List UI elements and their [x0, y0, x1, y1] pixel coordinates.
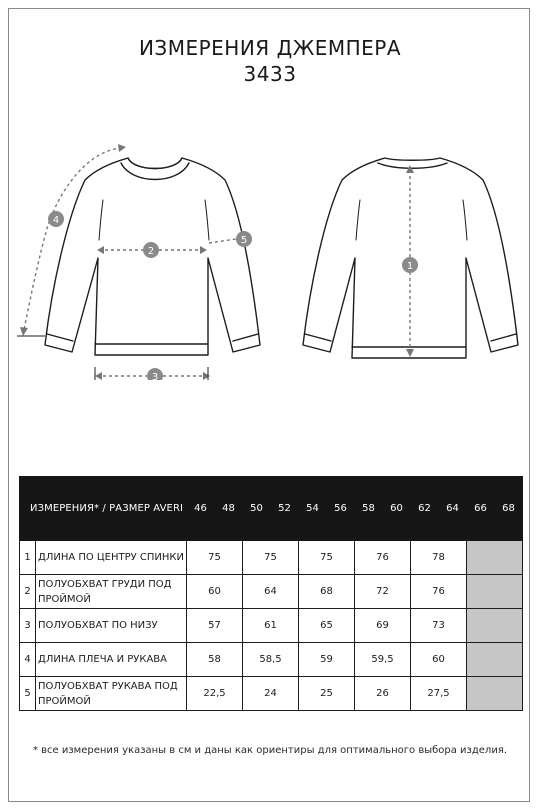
row-value: 58: [187, 643, 243, 677]
row-value: 26: [355, 677, 411, 711]
size-header: 62: [411, 477, 439, 541]
row-value: 73: [411, 609, 467, 643]
unavailable-cell: [467, 575, 523, 609]
marker-5-label: 5: [240, 235, 248, 246]
row-measure-name: ПОЛУОБХВАТ ПО НИЗУ: [36, 609, 187, 643]
row-value: 60: [411, 643, 467, 677]
table-row: [20, 643, 523, 677]
row-value: 24: [243, 677, 299, 711]
front-measure-lines: [24, 148, 236, 376]
model-number: 3433: [243, 62, 297, 86]
marker-4-label: 4: [52, 215, 60, 226]
row-number: 1: [20, 541, 36, 575]
unavailable-cell: [467, 643, 523, 677]
row-value: 58,5: [243, 643, 299, 677]
row-number: 5: [20, 677, 36, 711]
row-number: 3: [20, 609, 36, 643]
row-measure-name: ПОЛУОБХВАТ РУКАВА ПОД ПРОЙМОЙ: [36, 677, 187, 711]
unavailable-cell: [467, 677, 523, 711]
size-header: 56: [327, 477, 355, 541]
row-measure-name: ДЛИНА ПО ЦЕНТРУ СПИНКИ: [36, 541, 187, 575]
marker-3-label: 3: [151, 372, 159, 380]
row-value: 75: [243, 541, 299, 575]
size-header: 46: [187, 477, 215, 541]
page-title: ИЗМЕРЕНИЯ ДЖЕМПЕРА: [138, 36, 402, 60]
row-value: 68: [299, 575, 355, 609]
footnote: * все измерения указаны в см и даны как ориентиры для оптимального выбора изделия.: [32, 745, 508, 756]
row-value: 25: [299, 677, 355, 711]
size-header: 64: [439, 477, 467, 541]
row-value: 65: [299, 609, 355, 643]
row-value: 22,5: [187, 677, 243, 711]
row-number: 4: [20, 643, 36, 677]
row-value: 72: [355, 575, 411, 609]
unavailable-cell: [467, 609, 523, 643]
row-value: 60: [187, 575, 243, 609]
row-value: 57: [187, 609, 243, 643]
row-value: 76: [411, 575, 467, 609]
marker-1-label: 1: [406, 261, 414, 272]
marker-2-label: 2: [147, 246, 155, 257]
table-row: [20, 541, 523, 575]
table-row: [20, 609, 523, 643]
size-header: 50: [243, 477, 271, 541]
row-value: 61: [243, 609, 299, 643]
table-header-row: [20, 477, 523, 541]
row-number: 2: [20, 575, 36, 609]
row-value: 76: [355, 541, 411, 575]
row-value: 75: [187, 541, 243, 575]
size-header: 54: [299, 477, 327, 541]
row-value: 27,5: [411, 677, 467, 711]
row-value: 75: [299, 541, 355, 575]
row-value: 69: [355, 609, 411, 643]
size-header: 60: [383, 477, 411, 541]
table-row: [20, 677, 523, 711]
size-header: 58: [355, 477, 383, 541]
row-value: 59: [299, 643, 355, 677]
garment-diagrams: [0, 130, 540, 380]
row-value: 64: [243, 575, 299, 609]
size-header: 48: [215, 477, 243, 541]
table-row: [20, 575, 523, 609]
unavailable-cell: [467, 541, 523, 575]
row-measure-name: ДЛИНА ПЛЕЧА И РУКАВА: [36, 643, 187, 677]
row-value: 78: [411, 541, 467, 575]
header-label: ИЗМЕРЕНИЯ* / РАЗМЕР AVERI: [20, 477, 187, 541]
size-header: 68: [495, 477, 523, 541]
size-chart-table: [19, 476, 523, 711]
row-measure-name: ПОЛУОБХВАТ ГРУДИ ПОД ПРОЙМОЙ: [36, 575, 187, 609]
size-header: 66: [467, 477, 495, 541]
row-value: 59,5: [355, 643, 411, 677]
size-header: 52: [271, 477, 299, 541]
